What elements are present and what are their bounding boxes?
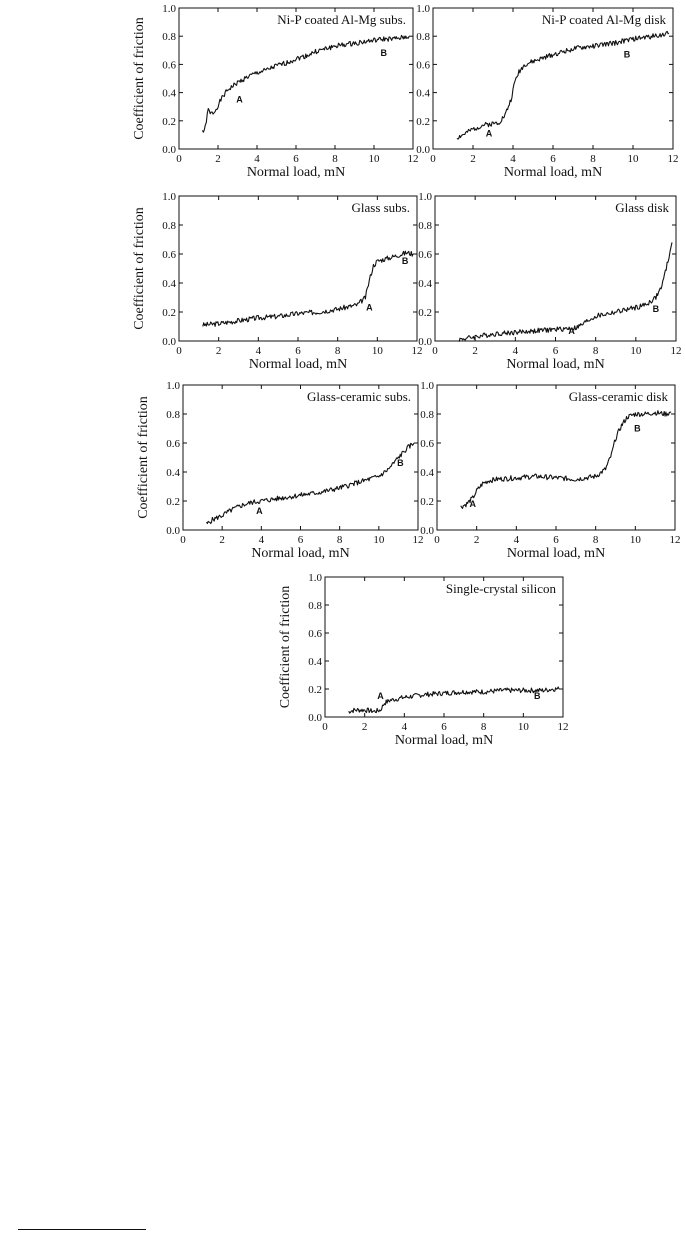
panel-5-x-tick-label-6: 12 [412,534,424,546]
panel-6-y-tick-label-1: 0.2 [420,496,434,508]
panel-3-annotation-a: A [366,302,373,313]
panel-4-friction-curve [459,242,672,341]
panel-1-x-tick-label-6: 12 [407,153,419,165]
panel-2-plot-frame [433,8,673,149]
panel-6-x-tick-label-1: 2 [473,534,480,546]
panel-3-x-tick-label-4: 8 [334,345,341,357]
panel-4-title: Glass disk [615,200,669,215]
panel-4-annotation-b: B [652,304,660,314]
panel-3-friction-curve [203,251,413,326]
panel-6-y-tick-label-5: 1.0 [420,380,434,392]
panel-4-y-tick-label-0: 0.0 [418,336,432,348]
panel-5-annotation-a: A [256,506,263,517]
panel-7-y-axis-label: Coefficient of friction [278,585,293,709]
panel-5-title: Glass-ceramic subs. [307,389,411,404]
panel-5-y-tick-label-5: 1.0 [166,380,180,392]
panel-5-y-tick-label-2: 0.4 [166,467,180,479]
panel-2-x-tick-label-3: 6 [550,153,556,165]
panel-1-annotation-b: B [380,47,387,58]
panel-3-y-axis-label: Coefficient of friction [132,207,147,330]
panel-2-x-tick-label-0: 0 [430,153,436,165]
panel-4-x-tick-label-1: 2 [472,345,478,357]
panel-2-chart [416,3,678,180]
panel-5-y-axis-label: Coefficient of friction [136,396,151,519]
panel-3-x-tick-label-2: 4 [255,345,262,357]
panel-3-title: Glass subs. [351,200,410,215]
panel-1-y-tick-label-1: 0.2 [162,115,176,128]
panel-5-y-tick-label-1: 0.2 [166,496,180,508]
panel-5-x-tick-label-3: 6 [297,534,304,546]
panel-1-chart [132,3,419,180]
panel-3-y-tick-label-5: 1.0 [162,191,176,203]
panel-1-y-tick-label-4: 0.8 [162,31,176,44]
panel-7-plot-frame [325,577,563,717]
panel-4-plot-frame [435,196,676,341]
panel-2-y-tick-label-3: 0.6 [416,59,430,72]
panel-5-x-tick-label-2: 4 [258,534,265,546]
panel-1-x-tick-label-4: 8 [332,153,338,165]
panel-7-x-tick-label-6: 12 [557,721,569,733]
panel-5-x-tick-label-4: 8 [336,534,343,546]
panel-7-x-tick-label-1: 2 [361,721,368,733]
panel-4-annotation-a: A [568,325,575,336]
panel-3-x-tick-label-1: 2 [215,345,222,357]
panel-7-x-tick-label-0: 0 [322,721,328,733]
panel-3-annotation-b: B [401,256,409,267]
panel-1-y-tick-label-0: 0.0 [162,144,176,156]
panel-5-annotation-b: B [397,458,404,469]
panel-7-y-tick-label-4: 0.8 [308,600,322,612]
panel-3-x-tick-label-5: 10 [371,345,383,357]
panel-7-y-tick-label-0: 0.0 [308,712,322,724]
panel-4-x-tick-label-2: 4 [512,345,519,357]
panel-4-x-tick-label-3: 6 [552,345,559,357]
panel-7-y-tick-label-1: 0.2 [308,684,322,696]
panel-5-x-tick-label-0: 0 [180,534,186,546]
panel-2-y-tick-label-1: 0.2 [416,115,430,128]
panel-5-plot-frame [183,385,418,530]
panel-1-x-tick-label-5: 10 [368,153,380,165]
panel-6-x-tick-label-5: 10 [629,534,641,546]
panel-6-title: Glass-ceramic disk [568,389,668,404]
panel-3-y-tick-label-4: 0.8 [162,220,176,232]
panel-1-y-tick-label-3: 0.6 [162,59,176,72]
panel-4-y-tick-label-4: 0.8 [418,220,432,232]
panel-4-x-tick-label-6: 12 [670,345,682,357]
panel-6-x-axis-label: Normal load, mN [506,546,606,561]
panel-2-x-tick-label-6: 12 [667,153,679,165]
panel-7-chart [278,572,569,748]
panel-1-x-axis-label: Normal load, mN [246,165,346,180]
panel-4-y-tick-label-2: 0.4 [418,278,432,290]
panel-2-annotation-a: A [485,128,493,139]
panel-3-x-tick-label-0: 0 [176,345,182,357]
panel-3-y-tick-label-2: 0.4 [162,278,176,290]
panel-3-chart [132,191,423,372]
panel-7-x-tick-label-2: 4 [401,721,408,733]
panel-6-y-tick-label-0: 0.0 [420,525,434,537]
panel-2-annotation-b: B [623,49,631,60]
panel-5-x-axis-label: Normal load, mN [251,546,350,561]
panel-3-x-tick-label-6: 12 [411,345,423,357]
panel-6-annotation-a: A [469,498,476,509]
panel-5-friction-curve [207,443,415,524]
panel-5-y-tick-label-0: 0.0 [166,525,180,537]
panel-1-x-tick-label-1: 2 [215,153,221,165]
panel-6-annotation-b: B [634,423,641,434]
panel-2-x-tick-label-5: 10 [627,153,639,165]
panel-3-x-tick-label-3: 6 [295,345,301,357]
panel-5-x-tick-label-1: 2 [219,534,225,546]
panel-2-y-tick-label-5: 1.0 [416,3,430,15]
panel-7-x-tick-label-5: 10 [517,721,529,733]
panel-7-x-tick-label-4: 8 [480,721,487,733]
panel-1-plot-frame [179,8,413,149]
panel-7-y-tick-label-3: 0.6 [308,628,322,640]
panel-2-y-tick-label-0: 0.0 [416,144,430,156]
panel-2-x-axis-label: Normal load, mN [503,165,603,180]
panel-6-y-tick-label-3: 0.6 [420,438,434,450]
panel-5-y-tick-label-3: 0.6 [166,438,180,450]
panel-4-y-tick-label-3: 0.6 [418,249,432,261]
panel-1-y-tick-label-2: 0.4 [162,87,176,100]
panel-4-x-tick-label-4: 8 [592,345,599,357]
panel-7-x-axis-label: Normal load, mN [394,733,494,748]
panel-1-y-axis-label: Coefficient of friction [132,17,147,140]
panel-6-x-tick-label-2: 4 [513,534,520,546]
panel-4-x-axis-label: Normal load, mN [506,357,605,372]
panel-3-x-axis-label: Normal load, mN [248,357,348,372]
panel-6-x-tick-label-0: 0 [434,534,440,546]
panel-1-annotation-a: A [236,94,243,105]
panel-6-x-tick-label-4: 8 [592,534,599,546]
panel-5-chart [136,380,424,561]
panel-4-x-tick-label-5: 10 [630,345,642,357]
panel-6-x-tick-label-3: 6 [553,534,559,546]
panel-1-x-tick-label-0: 0 [176,153,182,165]
panel-5-x-tick-label-5: 10 [373,534,385,546]
panel-2-x-tick-label-4: 8 [590,153,596,165]
panel-3-plot-frame [179,196,417,341]
panel-4-y-tick-label-1: 0.2 [418,307,432,319]
panel-7-y-tick-label-2: 0.4 [308,656,322,668]
panel-2-x-tick-label-1: 2 [470,153,476,165]
panel-1-y-tick-label-5: 1.0 [162,3,176,15]
panel-4-chart [418,191,681,372]
panel-4-x-tick-label-0: 0 [432,345,438,357]
panel-1-title: Ni-P coated Al-Mg subs. [277,12,406,27]
panel-7-x-tick-label-3: 6 [441,721,447,733]
panel-1-friction-curve [202,35,409,132]
panel-7-annotation-b: B [533,690,541,701]
panel-3-y-tick-label-0: 0.0 [162,336,176,348]
panel-7-y-tick-label-5: 1.0 [308,572,322,584]
panel-2-friction-curve [457,31,669,139]
panel-6-y-tick-label-2: 0.4 [420,467,434,479]
panel-6-chart [420,380,680,561]
panel-3-y-tick-label-3: 0.6 [162,249,176,261]
panel-2-y-tick-label-4: 0.8 [416,31,430,44]
panel-5-y-tick-label-4: 0.8 [166,409,180,421]
panel-7-annotation-a: A [377,690,384,701]
panel-1-x-tick-label-3: 6 [293,153,299,165]
panel-2-y-tick-label-2: 0.4 [416,87,430,100]
panel-1-x-tick-label-2: 4 [254,153,260,165]
panel-6-x-tick-label-6: 12 [669,534,681,546]
footnote-rule [18,1229,146,1230]
panel-4-y-tick-label-5: 1.0 [418,191,432,203]
panel-6-y-tick-label-4: 0.8 [420,409,434,421]
panel-2-x-tick-label-2: 4 [510,153,516,165]
panel-2-title: Ni-P coated Al-Mg disk [541,12,666,27]
panel-3-y-tick-label-1: 0.2 [162,307,176,319]
panel-7-title: Single-crystal silicon [445,581,556,596]
